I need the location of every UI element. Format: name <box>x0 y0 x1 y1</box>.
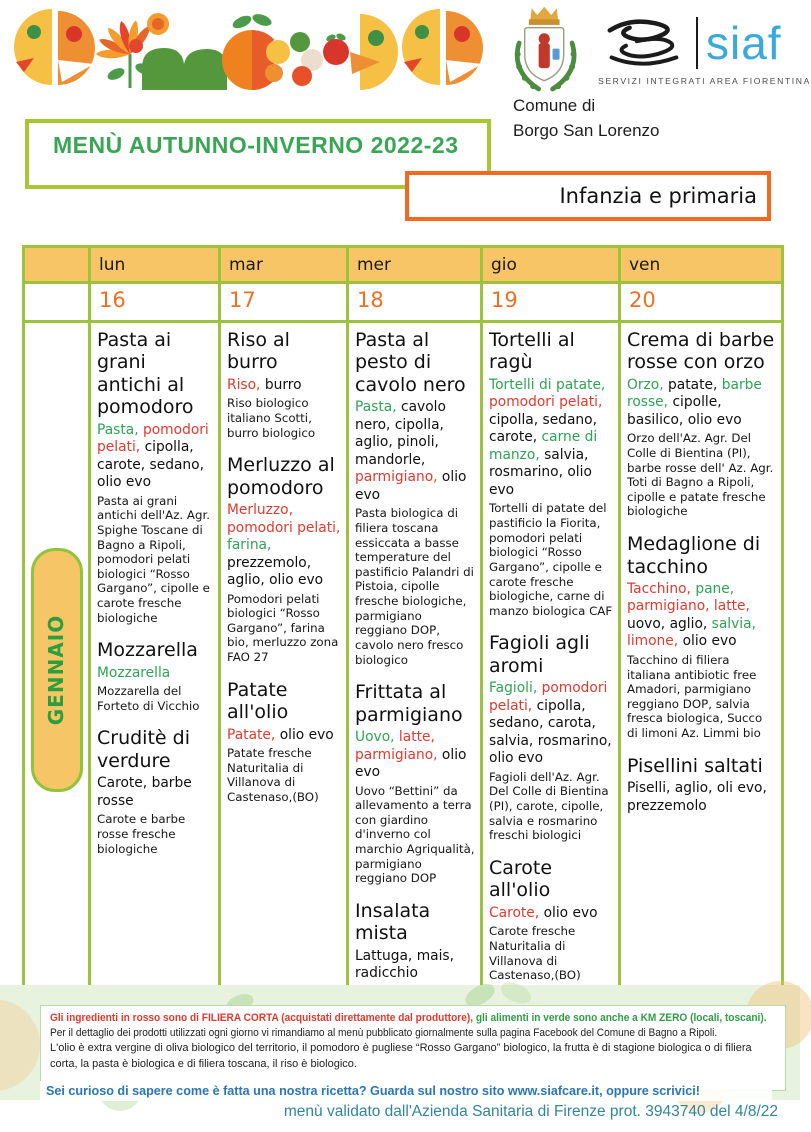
ingredient-segment: Uovo, <box>355 729 399 745</box>
day-date: 19 <box>483 284 618 320</box>
day-header: mer <box>349 248 480 281</box>
ingredient-segment: Piselli, aglio, oli evo, prezzemolo <box>627 780 767 814</box>
dish-ingredients <box>227 502 341 590</box>
dish-title: Insalata mista <box>355 899 431 945</box>
ingredient-segment: patate, <box>668 376 722 393</box>
dish-ingredients <box>627 377 776 430</box>
ingredient-segment: Merluzzo, pomodori pelati, <box>227 502 341 536</box>
legend-green-text: gli alimenti in verde sono anche a KM ZERO (locali, toscani). <box>473 1012 767 1024</box>
dish-title: Tortelli al ragù <box>489 329 575 374</box>
banner-decoration <box>12 6 484 90</box>
siaf-logo <box>598 16 811 86</box>
menu-title: MENÙ AUTUNNO-INVERNO 2022-23 <box>53 132 459 158</box>
dish <box>627 755 776 815</box>
dish-ingredients <box>627 581 776 651</box>
ingredient-segment: olio evo <box>355 746 467 781</box>
face-icon <box>402 9 483 85</box>
bird-icon <box>350 14 398 90</box>
municipal-crest-icon <box>505 4 589 96</box>
tomato-icon <box>323 32 349 65</box>
ingredient-segment: Riso, <box>227 376 265 393</box>
ingredient-segment: olio evo <box>543 904 598 921</box>
day-header: lun <box>91 248 218 281</box>
month-label: GENNAIO <box>44 614 69 726</box>
dish-ingredients <box>627 780 776 815</box>
ingredient-segment: Carote, <box>489 904 544 921</box>
dish-detail: Tortelli di patate del pastificio la Fiorita, pomodori pelati biologici “Rosso Gargano”, cipolle e carote fresche biologiche, carne di manzo biologica CAF <box>489 501 613 618</box>
dish-title: Pisellini saltati <box>627 754 763 777</box>
dish <box>489 632 613 843</box>
ingredient-segment: pomodori pelati, <box>489 394 603 411</box>
dish-ingredients <box>97 775 213 810</box>
ingredient-segment: prezzemolo, aglio, olio evo <box>227 554 324 589</box>
day-header: mar <box>221 248 346 281</box>
siaf-divider <box>696 17 698 69</box>
dish-detail: Pomodori pelati biologici “Rosso Gargano”, farina bio, merluzzo zona FAO 27 <box>227 591 339 665</box>
dish-title: Riso al burro <box>227 329 290 374</box>
ingredient-segment: cavolo nero, cipolla, aglio, pinoli, mandorle, <box>355 399 446 468</box>
dish-ingredients <box>97 422 213 492</box>
municipality-line2: Borgo San Lorenzo <box>513 120 660 140</box>
dish-title: Crema di barbe rosse con orzo <box>627 329 775 374</box>
dish-detail: Patate fresche Naturitalia di Villanova di Castenaso,(BO) <box>227 746 319 804</box>
dish-detail: Pasta biologica di filiera toscana essiccata a basse temperature del pastificio Palandri di Pistoia, cipolle fresche biologiche, parmigiano reggiano DOP, cavolo nero fresco biologico <box>355 506 474 667</box>
dish-title: Merluzzo al pomodoro <box>227 454 335 499</box>
dish <box>355 329 475 667</box>
ingredient-segment: Mozzarella <box>97 664 171 681</box>
dish <box>627 533 776 741</box>
dish <box>227 329 341 440</box>
dish-title: Mozzarella <box>97 639 198 662</box>
disclaimer-line3: L'olio è extra vergine di oliva biologico del territorio, il pomodoro è pugliese “Rosso Gargano” biologico, la frutta è di stagione biologica o di filiera corta, la pasta è biologica e di filiera toscana, il riso è biologico. <box>50 1042 752 1070</box>
month-cell <box>25 323 88 1017</box>
legend-line <box>50 1011 767 1026</box>
validation-note: menù validato dall'Azienda Sanitaria di Firenze prot. 3943740 del 4/8/22 <box>283 1103 778 1120</box>
ingredient-segment: barbe rosse, <box>627 376 762 411</box>
day-menu <box>483 323 618 1017</box>
siaf-tagline: SERVIZI INTEGRATI AREA FIORENTINA <box>598 76 811 86</box>
dish-detail: Orzo dell'Az. Agr. Del Colle di Bientina (PI), barbe rosse dell' Az. Agr. Toti di Bagno a Ripoli, cipolle e patate fresche biologiche <box>627 431 774 519</box>
audience-box <box>405 171 771 221</box>
dish-title: Frittata al parmigiano <box>355 681 463 726</box>
ingredient-segment: olio evo <box>355 469 467 503</box>
dish-title: Pasta al pesto di cavolo nero <box>355 329 466 396</box>
dish-detail: Pasta ai grani antichi dell'Az. Agr. Spighe Toscane di Bagno a Ripoli, pomodori pelati biologici “Rosso Gargano”, cipolle e carote fresche biologiche <box>97 493 210 625</box>
ingredient-segment: cipolla, sedano, carota, salvia, rosmarino, olio evo <box>489 697 612 767</box>
ingredient-segment: carne di manzo, <box>489 429 598 463</box>
day-header: gio <box>483 248 618 281</box>
ingredient-segment: Fagioli, <box>489 680 542 697</box>
ingredient-segment: limone, <box>627 633 683 650</box>
footer-disclaimer <box>40 1005 786 1091</box>
dish-detail: Uovo “Bettini” da allevamento a terra con giardino d'inverno col marchio Agriqualità, parmigiano reggiano DOP <box>355 783 475 886</box>
dish-ingredients <box>489 680 613 768</box>
day-menu <box>91 323 218 1017</box>
dish-ingredients <box>355 399 475 504</box>
face-icon <box>14 9 95 85</box>
siaf-wordmark: siaf <box>706 17 782 69</box>
dish-detail: Mozzarella del Forteto di Vicchio <box>97 684 200 713</box>
ingredient-segment: Pasta, <box>355 399 401 416</box>
day-date: 16 <box>91 284 218 320</box>
dish-detail: Carote e barbe rosse fresche biologiche <box>97 812 186 856</box>
disclaimer-line2: Per il dettaglio dei prodotti utilizzati ogni giorno vi rimandiamo al menù pubblicato giornalmente sulla pagina Facebook del Comune di Bagno a Ripoli. <box>50 1027 718 1040</box>
dish-title: Pasta ai grani antichi al pomodoro <box>97 329 194 419</box>
ingredient-segment: Lattuga, mais, radicchio <box>355 947 454 982</box>
dish <box>489 857 613 983</box>
day-date: 20 <box>621 284 781 320</box>
ingredient-segment: parmigiano, latte, <box>627 598 750 615</box>
dish-ingredients <box>355 729 475 782</box>
dish-ingredients <box>227 727 341 745</box>
municipality-line1: Comune di <box>513 96 596 115</box>
ingredient-segment: salvia, <box>711 615 756 632</box>
ingredient-segment: Pasta, <box>97 421 143 438</box>
ingredient-segment: olio evo <box>279 726 334 743</box>
ingredient-segment: salvia, rosmarino, olio evo <box>489 446 592 498</box>
municipality-name <box>513 94 660 143</box>
dish-ingredients <box>97 665 213 683</box>
bush-icon <box>142 48 227 90</box>
day-menu <box>349 323 480 1017</box>
day-date: 17 <box>221 284 346 320</box>
dish <box>227 454 341 665</box>
dish <box>97 727 213 856</box>
day-date: 18 <box>349 284 480 320</box>
ingredient-segment: cipolle, basilico, olio evo <box>627 394 742 428</box>
dish <box>355 681 475 886</box>
ingredient-segment: cipolla, carote, sedano, olio evo <box>97 439 204 491</box>
ingredient-segment: burro <box>264 376 302 393</box>
siaf-plate-icon <box>598 16 690 70</box>
day-menu <box>221 323 346 1017</box>
dish-title: Patate all'olio <box>227 678 289 724</box>
dish <box>227 679 341 805</box>
ingredient-segment: olio evo <box>682 633 737 650</box>
dish-title: Fagioli agli aromi <box>489 632 590 677</box>
day-header: ven <box>621 248 781 281</box>
ingredient-segment: Carote, barbe rosse <box>97 775 192 809</box>
ingredient-segment: Tortelli di patate, <box>489 376 606 393</box>
dish-detail: Carote fresche Naturitalia di Villanova di Castenaso,(BO) <box>489 924 581 983</box>
dish-detail: Riso biologico italiano Scotti, burro biologico <box>227 396 316 440</box>
dish-detail: Fagioli dell'Az. Agr. Del Colle di Bientina (PI), carote, cipolle, salvia e rosmarino freschi biologici <box>489 769 609 843</box>
ingredient-segment: farina, <box>227 537 272 554</box>
ingredient-segment: pane, <box>695 580 735 597</box>
dish-title: Cruditè di verdure <box>97 727 190 772</box>
month-pill <box>31 548 83 792</box>
ingredient-segment: pomodori pelati, <box>489 680 608 714</box>
ingredient-segment: uovo, aglio, <box>627 615 712 632</box>
dish-ingredients <box>227 377 341 395</box>
dish-title: Medaglione di tacchino <box>627 533 761 578</box>
ingredient-segment: cipolla, sedano, carote, <box>489 411 597 446</box>
ingredient-segment: Orzo, <box>627 376 668 393</box>
dish <box>627 329 776 519</box>
sun-icon <box>147 13 169 35</box>
ingredient-segment: pomodori pelati, <box>97 421 209 456</box>
dish-detail: Tacchino di filiera italiana antibiotic free Amadori, parmigiano reggiano DOP, salvia fresca biologica, Succo di limoni Az. Limmi bio <box>627 652 763 741</box>
ingredient-segment: parmigiano, <box>355 469 442 486</box>
menu-table <box>22 245 784 991</box>
dish-ingredients <box>489 377 613 500</box>
dish-ingredients <box>489 905 613 923</box>
ingredient-segment: Patate, <box>227 726 280 743</box>
dish-ingredients <box>355 948 475 983</box>
dish <box>97 329 213 625</box>
date-spacer <box>25 284 88 320</box>
dish-title: Carote all'olio <box>489 856 553 902</box>
website-note: Sei curioso di sapere come è fatta una nostra ricetta? Guarda sul nostro sito www.siafcare.it, oppure scrivici! <box>40 1081 772 1101</box>
table-corner <box>25 248 88 281</box>
ingredient-segment: Tacchino, <box>627 580 696 597</box>
audience-label: Infanzia e primaria <box>559 184 757 208</box>
legend-red-text: Gli ingredienti in rosso sono di FILIERA CORTA (acquistati direttamente dal produttore), <box>50 1012 474 1024</box>
dish <box>97 639 213 713</box>
dish <box>489 329 613 618</box>
ingredient-segment: latte, parmigiano, <box>355 729 442 763</box>
day-menu <box>621 323 781 1017</box>
